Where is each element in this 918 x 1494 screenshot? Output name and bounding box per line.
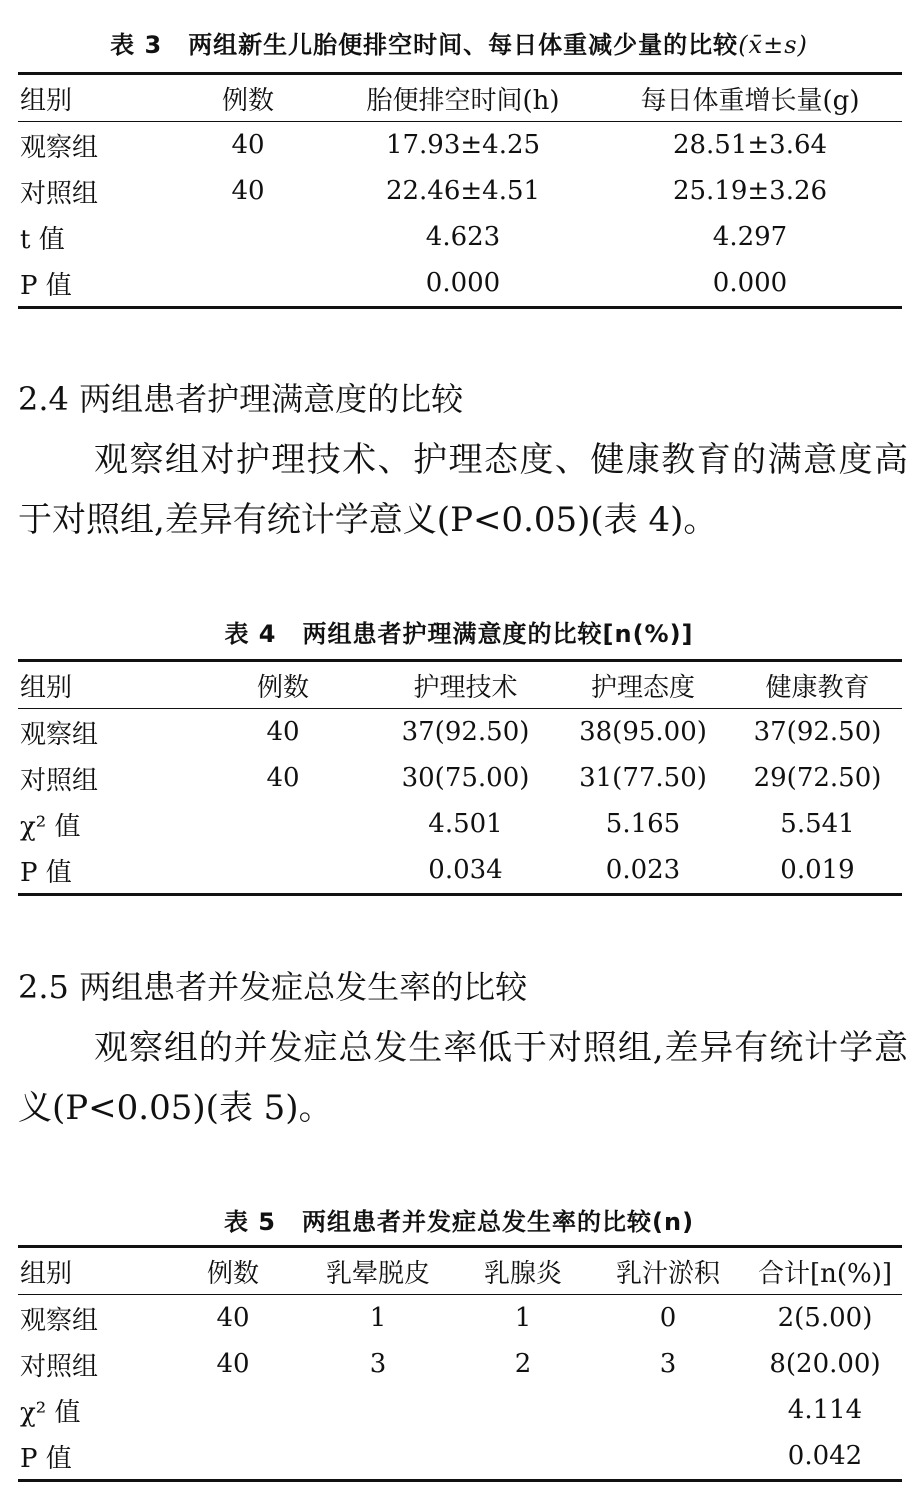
section-2-5-paragraph: 观察组的并发症总发生率低于对照组,差异有统计学意义(P<0.05)(表 5)。 [18, 1028, 908, 1128]
table3-title: 两组新生儿胎便排空时间、每日体重减少量的比较 [188, 31, 739, 59]
table3-header-row [18, 74, 902, 122]
table-cell: 40 [231, 176, 265, 206]
table-cell: P 值 [18, 260, 168, 308]
table-cell [458, 1433, 588, 1481]
table3-caption [0, 28, 918, 62]
table-cell [588, 1387, 748, 1433]
table-cell: 40 [266, 717, 300, 747]
table-cell [168, 1387, 298, 1433]
table4-header-cell: 健康教育 [733, 661, 902, 709]
table-cell: 22.46±4.51 [385, 176, 541, 206]
table-cell [168, 214, 328, 260]
table-cell: 观察组 [20, 719, 99, 750]
table-cell: 观察组 [20, 1305, 99, 1336]
table-row [18, 168, 902, 214]
table-cell: 4.501 [428, 809, 503, 839]
table-cell [168, 260, 328, 308]
table-cell: 5.165 [605, 809, 681, 839]
table-row [18, 1341, 902, 1387]
table-cell: 4.297 [712, 222, 788, 252]
table5-header-row [18, 1247, 902, 1295]
table4-caption [0, 617, 918, 651]
table3-header-cell: 每日体重增长量(g) [598, 74, 902, 122]
table-cell: 28.51±3.64 [672, 130, 828, 160]
table-cell: 29(72.50) [753, 763, 882, 793]
table-cell: 对照组 [20, 178, 99, 209]
table-cell: P 值 [18, 847, 188, 895]
section-2-4-heading: 2.4 两组患者护理满意度的比较 [18, 380, 464, 418]
table5-number: 表 5 [223, 1208, 277, 1236]
table-cell: 对照组 [20, 1351, 99, 1382]
table-cell: 25.19±3.26 [672, 176, 828, 206]
table-cell: 0.023 [553, 847, 733, 895]
table5-title: 两组患者并发症总发生率的比较(n) [302, 1208, 695, 1236]
table-row [18, 1433, 902, 1481]
table-cell: 5.541 [780, 809, 855, 839]
table5-header-cell: 乳晕脱皮 [298, 1247, 458, 1295]
table-cell [168, 1433, 298, 1481]
table-row [18, 847, 902, 895]
table-row [18, 1387, 902, 1433]
table5-header-cell: 例数 [168, 1247, 298, 1295]
table5-caption [0, 1205, 918, 1239]
table3-number: 表 3 [110, 31, 163, 59]
table-cell: 1 [514, 1303, 532, 1333]
table-cell: 31(77.50) [579, 763, 707, 793]
table-cell: 38(95.00) [579, 717, 707, 747]
table5 [18, 1245, 902, 1482]
table5-header-cell: 组别 [18, 1247, 168, 1295]
table-row [18, 214, 902, 260]
table-cell: 40 [231, 130, 265, 160]
table-cell: 0.000 [598, 260, 902, 308]
table4-header-cell: 组别 [18, 661, 188, 709]
table-cell: 2 [514, 1349, 532, 1379]
table-cell: 17.93±4.25 [385, 130, 541, 160]
table-cell: P 值 [18, 1433, 168, 1481]
table-cell: χ² 值 [20, 1397, 81, 1428]
table-cell: 0 [659, 1303, 677, 1333]
table-cell [298, 1433, 458, 1481]
table4-header-cell: 护理技术 [378, 661, 553, 709]
table-cell: 0.042 [748, 1433, 902, 1481]
table-cell: 4.623 [425, 222, 501, 252]
table-cell: 3 [659, 1349, 677, 1379]
table3-header-cell: 组别 [18, 74, 168, 122]
table-cell: 0.034 [378, 847, 553, 895]
table-cell [188, 847, 378, 895]
table4 [18, 659, 902, 896]
table-row [18, 801, 902, 847]
table5-header-cell: 合计[n(%)] [748, 1247, 902, 1295]
table-row [18, 260, 902, 308]
table-cell [588, 1433, 748, 1481]
table-cell: 30(75.00) [401, 763, 530, 793]
table3 [18, 72, 902, 309]
table-cell: 2(5.00) [777, 1303, 873, 1333]
table4-header-cell: 例数 [188, 661, 378, 709]
table-cell: 1 [369, 1303, 387, 1333]
table-cell [188, 801, 378, 847]
table3-header-cell: 例数 [168, 74, 328, 122]
table-cell [298, 1387, 458, 1433]
table-cell: χ² 值 [20, 811, 81, 842]
table-cell: 0.000 [328, 260, 598, 308]
table5-header-cell: 乳汁淤积 [588, 1247, 748, 1295]
table-row [18, 709, 902, 756]
table4-header-cell: 护理态度 [553, 661, 733, 709]
table-row [18, 122, 902, 169]
table-cell [458, 1387, 588, 1433]
table4-title: 两组患者护理满意度的比较[n(%)] [302, 620, 694, 648]
table4-number: 表 4 [224, 620, 277, 648]
table-row [18, 755, 902, 801]
table-cell: 4.114 [787, 1395, 863, 1425]
section-2-5-heading: 2.5 两组患者并发症总发生率的比较 [18, 968, 528, 1006]
table3-title-stat: (x̄±s) [738, 31, 808, 59]
table-cell: 8(20.00) [769, 1349, 881, 1379]
table-cell: 40 [216, 1303, 250, 1333]
table-cell: 对照组 [20, 765, 99, 796]
table-cell: 3 [369, 1349, 387, 1379]
table-cell: 观察组 [20, 132, 99, 163]
table-cell: 37(92.50) [753, 717, 882, 747]
table-cell: 0.019 [733, 847, 902, 895]
table5-header-cell: 乳腺炎 [458, 1247, 588, 1295]
section-2-4-paragraph: 观察组对护理技术、护理态度、健康教育的满意度高于对照组,差异有统计学意义(P<0.05)(表 4)。 [18, 440, 908, 540]
table-cell: t 值 [20, 224, 65, 255]
table4-header-row [18, 661, 902, 709]
table-row [18, 1295, 902, 1342]
table-cell: 40 [266, 763, 300, 793]
table3-header-cell: 胎便排空时间(h) [328, 74, 598, 122]
table-cell: 37(92.50) [401, 717, 530, 747]
table-cell: 40 [216, 1349, 250, 1379]
